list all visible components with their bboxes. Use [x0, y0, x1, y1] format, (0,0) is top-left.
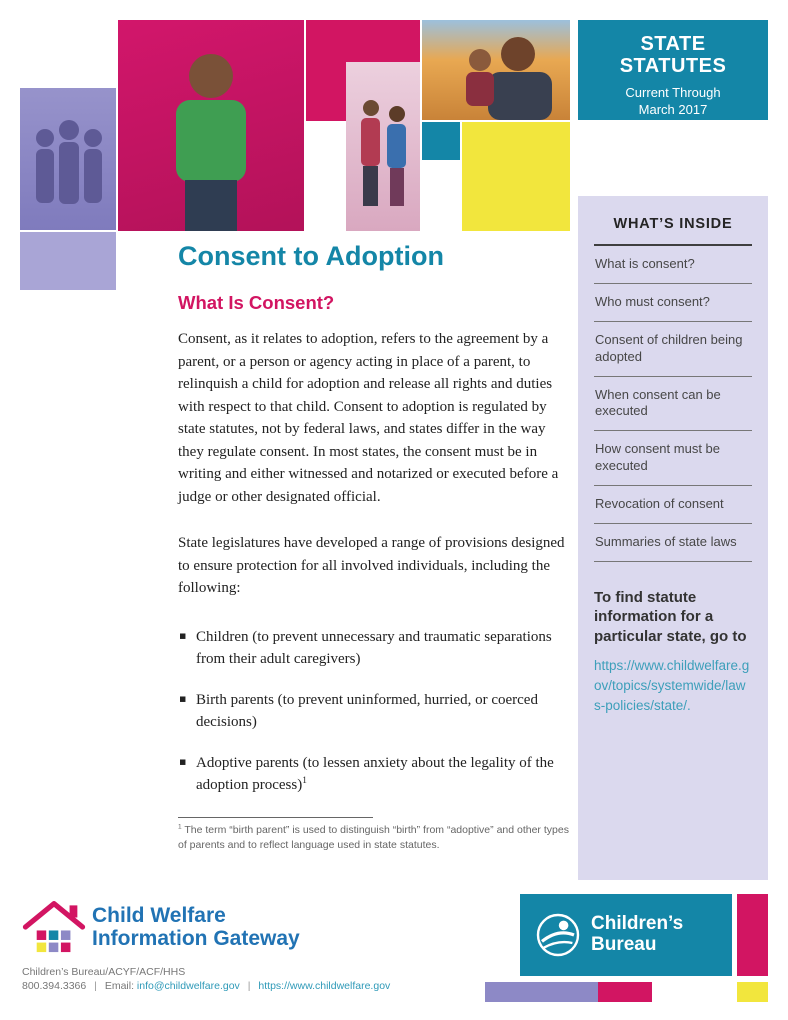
sidebar-item-what-is-consent: What is consent?	[594, 246, 752, 284]
bullet-children-text: Children (to prevent unnecessary and traumatic separations from their adult caregivers)	[196, 628, 552, 667]
sidebar-item-when-consent-executed: When consent can be executed	[594, 377, 752, 432]
website-link[interactable]: https://www.childwelfare.gov	[258, 980, 391, 992]
sidebar-item-who-must-consent: Who must consent?	[594, 284, 752, 322]
bullet-adoptive-parents	[178, 752, 572, 797]
intro-paragraph: Consent, as it relates to adoption, refers to the agreement by a parent, or a person or agency acting in place of a parent, to relinquish a child for adoption and release all rights and duties with respect to that child. Consent to adoption is regulated by state statutes, not by federal laws, and states differ in the way they regulate consent. In most states, the consent must be in writing and either witnessed and notarized or executed before a judge or other designated official.	[178, 331, 559, 505]
boy-illustration	[118, 20, 304, 231]
bullet-adoptive-parents-text: Adoptive parents (to lessen anxiety about the legality of the adoption process)	[196, 754, 554, 793]
footer-contact-line	[22, 980, 390, 992]
backpack-children-illustration	[346, 62, 420, 231]
childrens-bureau-line2: Bureau	[591, 934, 657, 955]
find-statute-cta: To find statute information for a particular state, go to	[594, 588, 747, 645]
yellow-bar	[737, 982, 768, 1002]
childrens-bureau-emblem-icon	[534, 911, 582, 959]
state-statutes-banner	[578, 20, 768, 120]
gateway-logo-line2: Information Gateway	[92, 927, 300, 951]
section-heading-what-is-consent: What Is Consent?	[178, 292, 335, 313]
gateway-logo-text	[92, 904, 300, 950]
childrens-bureau-line1: Children’s	[591, 913, 684, 935]
whats-inside-heading: WHAT’S INSIDE	[594, 216, 752, 246]
bullet-children	[178, 626, 572, 671]
provisions-intro-paragraph: State legislatures have developed a range of provisions designed to ensure protection for all involved individuals, including the following:	[178, 535, 565, 596]
photo-children-backpacks	[346, 62, 420, 231]
email-label: Email:	[104, 980, 134, 992]
current-through-line: Current Through	[625, 84, 721, 100]
teal-block	[422, 122, 460, 160]
separator: |	[94, 980, 97, 992]
magenta-block	[737, 894, 768, 976]
state-statutes-url-link[interactable]: https://www.childwelfare.gov/topics/systemwide/laws-policies/state/.	[594, 658, 750, 713]
state-statutes-title-line1: STATE	[640, 33, 706, 55]
purple-bar	[485, 982, 598, 1002]
footnote-reference: 1	[302, 776, 307, 786]
bullet-birth-parents	[178, 689, 572, 734]
protections-list	[178, 626, 572, 797]
photo-boy-green-shirt	[118, 20, 304, 231]
footnote-marker: 1	[178, 823, 182, 830]
footer-org-line: Children’s Bureau/ACYF/ACF/HHS	[22, 966, 186, 978]
three-children-illustration	[20, 88, 116, 230]
photo-three-children	[20, 88, 116, 230]
footnote-text	[178, 823, 572, 853]
main-content	[178, 240, 572, 853]
footnote-body: The term “birth parent” is used to distinguish “birth” from “adoptive” and other types of parents and to reflect language used in state statutes.	[178, 823, 569, 851]
childrens-bureau-name	[591, 914, 683, 955]
bullet-birth-parents-text: Birth parents (to prevent uninformed, hurried, or coerced decisions)	[196, 691, 538, 730]
magenta-block	[306, 20, 346, 121]
sidebar-item-summaries-of-state-laws: Summaries of state laws	[594, 524, 752, 562]
lavender-block	[20, 232, 116, 290]
childrens-bureau-box	[520, 894, 732, 976]
whats-inside-panel	[578, 196, 768, 880]
footnote-rule	[178, 817, 373, 818]
yellow-block	[462, 122, 570, 231]
email-link[interactable]: info@childwelfare.gov	[136, 980, 240, 992]
father-baby-illustration	[422, 20, 570, 120]
state-statutes-title-line2: STATUTES	[619, 55, 727, 78]
magenta-bar	[598, 982, 652, 1002]
date-line: March 2017	[638, 101, 708, 117]
sidebar-item-revocation-of-consent: Revocation of consent	[594, 486, 752, 524]
magenta-block	[346, 20, 420, 62]
footnote	[178, 817, 572, 853]
gateway-logo-line1: Child Welfare	[92, 904, 226, 927]
sidebar-item-consent-of-children: Consent of children being adopted	[594, 322, 752, 377]
phone-number: 800.394.3366	[22, 980, 87, 992]
page-title: Consent to Adoption	[178, 241, 444, 271]
house-logo-icon	[22, 896, 86, 958]
separator: |	[247, 980, 251, 992]
sidebar-item-how-consent-executed: How consent must be executed	[594, 431, 752, 486]
photo-father-and-baby	[422, 20, 570, 120]
